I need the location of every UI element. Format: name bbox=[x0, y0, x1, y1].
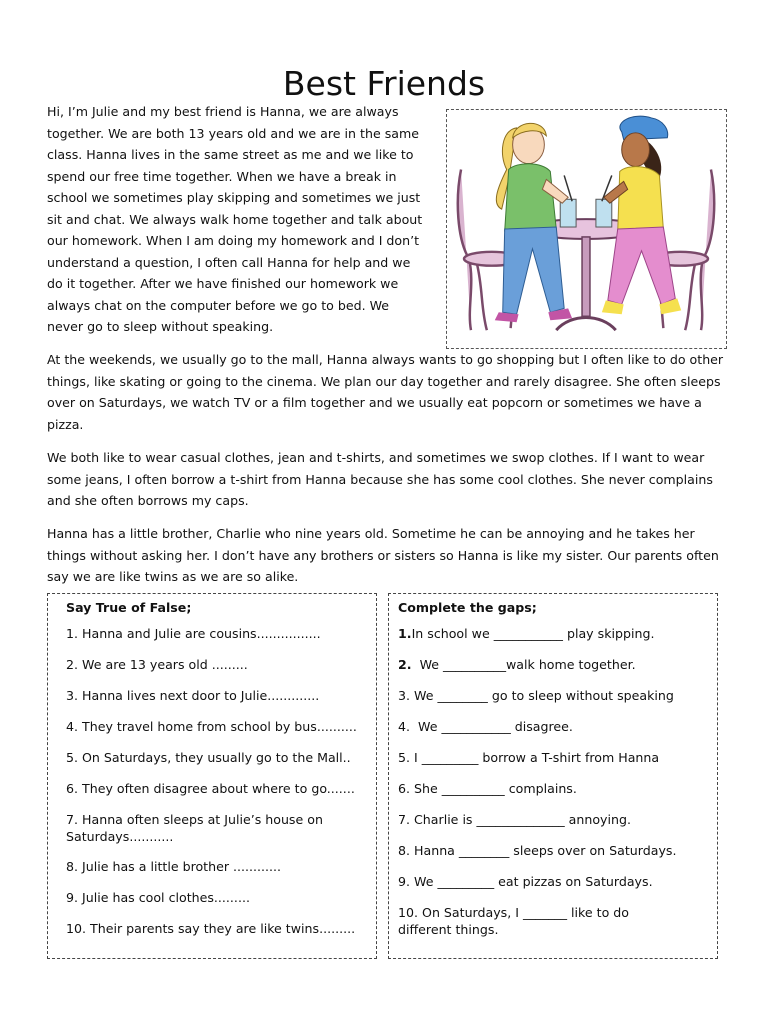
paragraph-brother: Hanna has a little brother, Charlie who nine years old. Sometime he can be annoying and he takes her things without asking her. I don’t have any brothers or sisters so Hanna is like my sister. Our parents often say we are like twins as we are so alike. bbox=[47, 526, 719, 584]
true-false-item: 7. Hanna often sleeps at Julie’s house on Saturdays........... bbox=[66, 812, 323, 844]
true-false-item: 3. Hanna lives next door to Julie............. bbox=[66, 688, 320, 703]
true-false-item: 2. We are 13 years old ......... bbox=[66, 657, 248, 672]
gap-item: 5. I _________ borrow a T-shirt from Hanna bbox=[398, 750, 660, 765]
gap-item: 10. On Saturdays, I _______ like to do different things. bbox=[398, 905, 629, 937]
paragraph-intro: Hi, I’m Julie and my best friend is Hanna, we are always together. We are both 13 years old and we are in the same class. Hanna lives in the same street as me and we like to spend our free time together. When we have a break in school we sometimes play skipping and sometimes we just sit and chat. We always walk home together and talk about our homework. When I am doing my homework and I don’t understand a question, I often call Hanna for help and we do it together. After we have finished our homework we always chat on the computer before we go to bed. We never go to sleep without speaking. bbox=[47, 104, 423, 334]
true-false-title: Say True of False; bbox=[66, 600, 192, 615]
true-false-item: 1. Hanna and Julie are cousins................ bbox=[66, 626, 321, 641]
gap-text: In school we ___________ play skipping. bbox=[411, 626, 655, 641]
gap-item bbox=[398, 656, 707, 673]
true-false-item: 9. Julie has cool clothes......... bbox=[66, 890, 250, 905]
true-false-list bbox=[66, 625, 366, 937]
complete-gaps-box bbox=[388, 593, 718, 959]
gaps-list bbox=[398, 625, 707, 938]
gap-item bbox=[398, 625, 707, 642]
gap-item: 3. We ________ go to sleep without speaking bbox=[398, 688, 674, 703]
gap-item: 9. We _________ eat pizzas on Saturdays. bbox=[398, 874, 653, 889]
gap-number: 1. bbox=[398, 626, 412, 641]
true-false-item: 5. On Saturdays, they usually go to the Mall.. bbox=[66, 750, 351, 765]
gap-text: We __________walk home together. bbox=[411, 657, 636, 672]
gap-item: 6. She __________ complains. bbox=[398, 781, 577, 796]
complete-gaps-title: Complete the gaps; bbox=[398, 600, 537, 615]
true-false-item: 4. They travel home from school by bus.......... bbox=[66, 719, 357, 734]
friends-at-table-illustration bbox=[446, 109, 727, 349]
gap-item: 8. Hanna ________ sleeps over on Saturdays. bbox=[398, 843, 677, 858]
true-false-item: 6. They often disagree about where to go....... bbox=[66, 781, 355, 796]
paragraph-clothes: We both like to wear casual clothes, jean and t-shirts, and sometimes we swop clothes. If I want to wear some jeans, I often borrow a t-shirt from Hanna because she has some cool clothes. She never complains and she often borrows my caps. bbox=[47, 450, 713, 508]
page-title: Best Friends bbox=[282, 64, 486, 104]
paragraph-weekends: At the weekends, we usually go to the mall, Hanna always wants to go shopping but I often like to do other things, like skating or going to the cinema. We plan our day together and rarely disagree. She often sleeps over on Saturdays, we watch TV or a film together and we usually eat popcorn or sometimes we have a pizza. bbox=[47, 352, 724, 432]
gap-number: 2. bbox=[398, 657, 412, 672]
gap-item: 4. We ___________ disagree. bbox=[398, 719, 573, 734]
true-false-item: 10. Their parents say they are like twins......... bbox=[66, 921, 356, 936]
true-false-item: 8. Julie has a little brother ............ bbox=[66, 859, 282, 874]
true-false-box bbox=[47, 593, 377, 959]
gap-item: 7. Charlie is ______________ annoying. bbox=[398, 812, 631, 827]
girl-with-cap-icon bbox=[602, 116, 681, 314]
